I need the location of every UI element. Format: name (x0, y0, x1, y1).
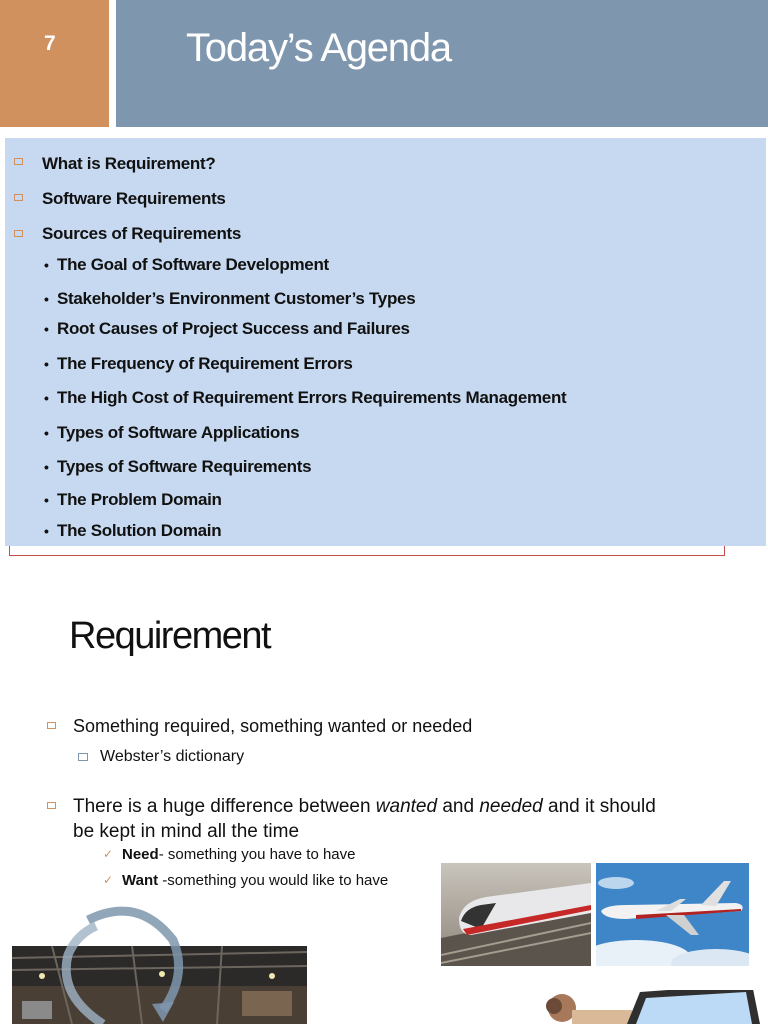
difference-text-part: and it should (542, 796, 656, 817)
train-image (441, 863, 591, 966)
want-label: Want (122, 872, 159, 889)
requirement-title: Requirement (69, 615, 271, 657)
slide-number: 7 (44, 32, 56, 55)
want-text: -something you would like to have (158, 872, 389, 889)
wanted-emphasis: wanted (375, 796, 438, 817)
dot-bullet-icon: • (44, 425, 49, 441)
agenda-subitem: Stakeholder’s Environment Customer’s Types (57, 289, 416, 308)
need-definition (122, 846, 355, 863)
slide-number-box (0, 0, 109, 127)
slide-title: Today’s Agenda (186, 26, 451, 70)
source-text: Webster’s dictionary (100, 748, 245, 765)
circular-arrow-graphic (48, 900, 188, 1024)
difference-text-line2: be kept in mind all the time (73, 821, 300, 842)
difference-text-part: and (437, 796, 480, 817)
agenda-item: What is Requirement? (42, 154, 216, 173)
agenda-subitem: Types of Software Applications (57, 423, 300, 442)
square-bullet-icon (14, 194, 23, 201)
want-definition (122, 872, 388, 889)
square-bullet-icon (78, 753, 88, 761)
square-bullet-icon (47, 722, 56, 729)
square-bullet-icon (14, 230, 23, 237)
dot-bullet-icon: • (44, 492, 49, 508)
airplane-image (596, 863, 749, 966)
agenda-subitem: Root Causes of Project Success and Failures (57, 319, 410, 338)
agenda-subitem: The Solution Domain (57, 521, 222, 540)
dot-bullet-icon: • (44, 356, 49, 372)
agenda-subitem: The Problem Domain (57, 490, 222, 509)
need-label: Need (122, 846, 159, 863)
agenda-subitem: Types of Software Requirements (57, 457, 312, 476)
laptop-image (532, 990, 768, 1024)
agenda-subitem: The Frequency of Requirement Errors (57, 354, 353, 373)
laptop-photo (532, 990, 768, 1024)
definition-text: Something required, something wanted or needed (73, 716, 473, 736)
dot-bullet-icon: • (44, 321, 49, 337)
train-photo (441, 863, 591, 966)
agenda-panel (5, 138, 766, 546)
dot-bullet-icon: • (44, 257, 49, 273)
checkmark-icon: ✓ (103, 847, 114, 861)
need-text: - something you have to have (158, 846, 356, 863)
needed-emphasis: needed (479, 796, 543, 817)
airplane-photo (596, 863, 749, 966)
agenda-subitem: The Goal of Software Development (57, 255, 329, 274)
difference-text-part: There is a huge difference between (73, 796, 376, 817)
difference-text (73, 796, 656, 818)
agenda-item: Software Requirements (42, 189, 226, 208)
agenda-item: Sources of Requirements (42, 224, 242, 243)
square-bullet-icon (47, 802, 56, 809)
agenda-subitem: The High Cost of Requirement Errors Requirements Management (57, 388, 567, 407)
dot-bullet-icon: • (44, 523, 49, 539)
circular-arrow-icon (48, 900, 188, 1024)
square-bullet-icon (14, 158, 23, 165)
dot-bullet-icon: • (44, 390, 49, 406)
title-bar (116, 0, 768, 127)
dot-bullet-icon: • (44, 459, 49, 475)
checkmark-icon: ✓ (103, 873, 114, 887)
dot-bullet-icon: • (44, 291, 49, 307)
